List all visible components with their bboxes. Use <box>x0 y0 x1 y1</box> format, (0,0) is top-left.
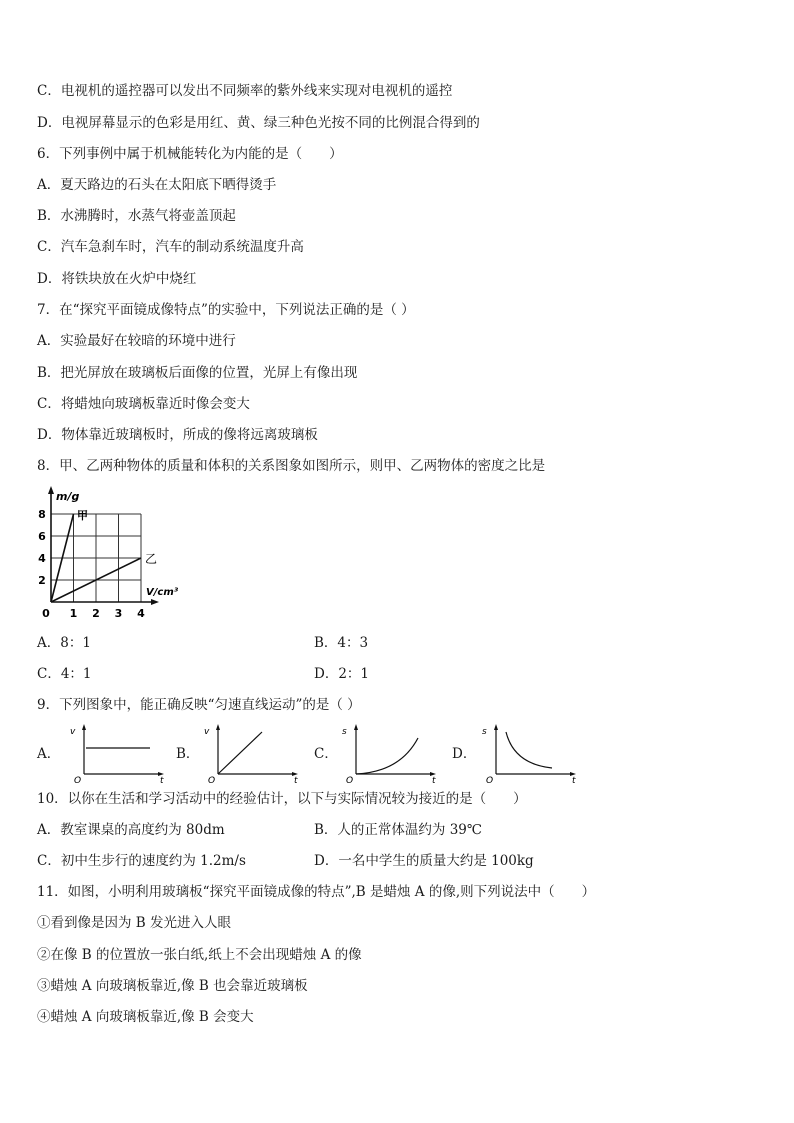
q9d-y-label: s <box>482 727 487 737</box>
q9d-origin: O <box>486 776 494 784</box>
q6-option-d: D．将铁块放在火炉中烧红 <box>37 271 197 287</box>
q11-statement-3: ③蜡烛 A 向玻璃板靠近,像 B 也会靠近玻璃板 <box>37 978 308 994</box>
q9b-y-label: v <box>204 727 210 737</box>
accelerating-curve <box>356 738 418 774</box>
q9b-x-label: t <box>294 776 298 784</box>
y-tick-6: 6 <box>38 530 46 543</box>
y-tick-4: 4 <box>38 552 46 565</box>
y-axis-label: m/g <box>56 490 80 503</box>
graph-grid <box>51 514 141 602</box>
q9c-origin: O <box>346 776 354 784</box>
q9c-x-label: t <box>432 776 436 784</box>
q7-option-d: D．物体靠近玻璃板时，所成的像将远离玻璃板 <box>37 427 318 443</box>
q9-option-a-label: A． <box>37 746 61 762</box>
x-tick-1: 1 <box>69 607 78 620</box>
q8-option-c: C．4：1 <box>37 666 92 682</box>
q8-option-b: B．4：3 <box>314 635 369 651</box>
q6-option-c: C．汽车急刹车时，汽车的制动系统温度升高 <box>37 239 304 255</box>
q6-stem: 6．下列事例中属于机械能转化为内能的是（ ） <box>37 146 343 162</box>
q8-option-a: A．8：1 <box>37 635 91 651</box>
q6-option-a: A．夏天路边的石头在太阳底下晒得烫手 <box>37 177 277 193</box>
decreasing-curve <box>506 732 552 768</box>
q9a-origin: O <box>74 776 82 784</box>
q9a-y-label: v <box>70 727 76 737</box>
mass-volume-graph <box>30 486 190 626</box>
label-yi: 乙 <box>145 552 158 566</box>
q10-option-a: A．教室课桌的高度约为 80dm <box>37 822 225 838</box>
q5-option-c: C．电视机的遥控器可以发出不同频率的紫外线来实现对电视机的遥控 <box>37 83 453 99</box>
y-tick-8: 8 <box>38 508 46 521</box>
q9-graph-c <box>336 722 440 784</box>
q10-option-b: B．人的正常体温约为 39℃ <box>314 822 482 838</box>
q7-option-b: B．把光屏放在玻璃板后面像的位置，光屏上有像出现 <box>37 365 358 381</box>
q9-option-d-label: D． <box>452 746 477 762</box>
x-tick-3: 3 <box>114 607 123 620</box>
q10-option-d: D．一名中学生的质量大约是 100kg <box>314 853 534 869</box>
origin-label: 0 <box>42 607 50 620</box>
q9a-x-label: t <box>160 776 164 784</box>
q11-statement-2: ②在像 B 的位置放一张白纸,纸上不会出现蜡烛 A 的像 <box>37 947 362 963</box>
x-tick-2: 2 <box>92 607 100 620</box>
x-tick-4: 4 <box>137 607 145 620</box>
label-jia: 甲 <box>77 509 88 522</box>
q7-option-c: C．将蜡烛向玻璃板靠近时像会变大 <box>37 396 250 412</box>
q9d-x-label: t <box>572 776 576 784</box>
q7-stem: 7．在“探究平面镜成像特点”的实验中，下列说法正确的是（ ） <box>37 302 415 318</box>
q7-option-a: A．实验最好在较暗的环境中进行 <box>37 333 236 349</box>
q9-option-b-label: B． <box>176 746 200 762</box>
q10-stem: 10．以你在生活和学习活动中的经验估计，以下与实际情况较为接近的是（ ） <box>37 791 527 807</box>
q9-graph-d <box>476 722 580 784</box>
q9-graph-a <box>64 722 168 784</box>
q11-statement-4: ④蜡烛 A 向玻璃板靠近,像 B 会变大 <box>37 1009 254 1025</box>
q9-graph-b <box>198 722 302 784</box>
q11-statement-1: ①看到像是因为 B 发光进入人眼 <box>37 915 232 931</box>
x-axis-label: V/cm³ <box>146 587 179 598</box>
q9b-origin: O <box>208 776 216 784</box>
y-tick-2: 2 <box>38 574 46 587</box>
q8-stem: 8．甲、乙两种物体的质量和体积的关系图象如图所示，则甲、乙两物体的密度之比是 <box>37 458 546 474</box>
q9c-y-label: s <box>342 727 347 737</box>
q5-option-d: D．电视屏幕显示的色彩是用红、黄、绿三种色光按不同的比例混合得到的 <box>37 115 480 131</box>
q9-stem: 9．下列图象中，能正确反映“匀速直线运动”的是（ ） <box>37 697 361 713</box>
q8-option-d: D．2：1 <box>314 666 370 682</box>
q10-option-c: C．初中生步行的速度约为 1.2m/s <box>37 853 246 869</box>
q11-stem: 11．如图，小明利用玻璃板“探究平面镜成像的特点”,B 是蜡烛 A 的像,则下列说法中（ ） <box>37 884 596 900</box>
q6-option-b: B．水沸腾时，水蒸气将壶盖顶起 <box>37 208 236 224</box>
q9-option-c-label: C． <box>314 746 338 762</box>
increasing-velocity-line <box>218 732 262 774</box>
